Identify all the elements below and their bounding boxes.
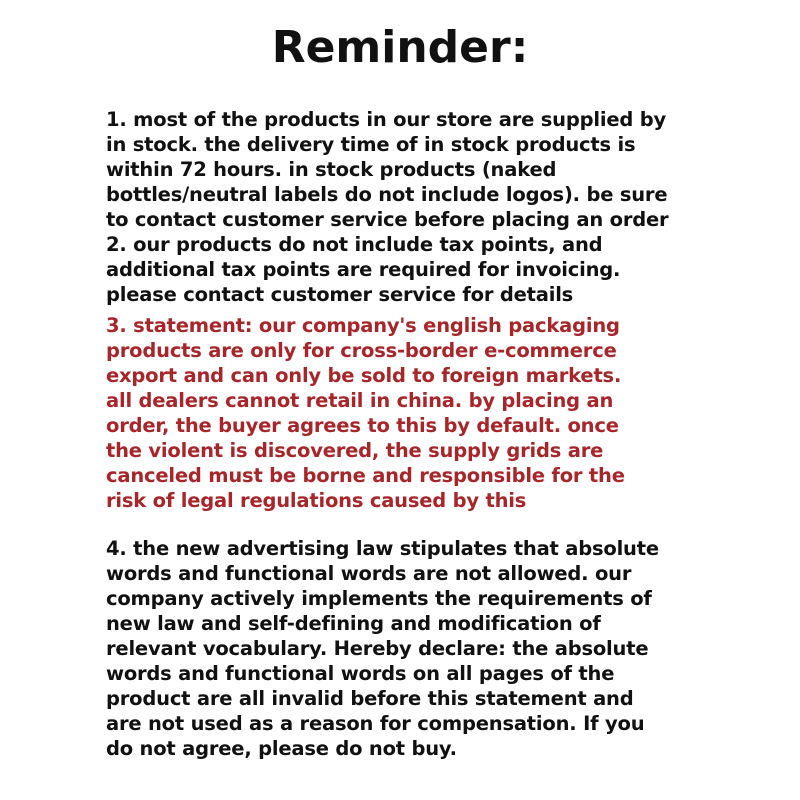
reminder-item-2: [106, 232, 706, 307]
reminder-item-1: [106, 107, 706, 232]
text-line: 4. the new advertising law stipulates that absolute: [106, 537, 659, 560]
text-line: new law and self-defining and modification of: [106, 612, 601, 635]
text-line: the violent is discovered, the supply grids are: [106, 439, 604, 462]
text-line: canceled must be borne and responsible for the: [106, 464, 625, 487]
text-line: do not agree, please do not buy.: [106, 737, 457, 760]
text-line: order, the buyer agrees to this by default. once: [106, 414, 619, 437]
text-line: are not used as a reason for compensation. If you: [106, 712, 645, 735]
text-line: to contact customer service before placing an order: [106, 208, 669, 231]
text-line: 1. most of the products in our store are supplied by: [106, 108, 666, 131]
text-line: all dealers cannot retail in china. by placing an: [106, 389, 614, 412]
text-line: within 72 hours. in stock products (naked: [106, 158, 557, 181]
page-title: Reminder:: [271, 22, 529, 73]
text-line: company actively implements the requirements of: [106, 587, 652, 610]
text-line: please contact customer service for details: [106, 283, 574, 306]
text-line: words and functional words are not allowed. our: [106, 562, 632, 585]
text-line: relevant vocabulary. Hereby declare: the absolute: [106, 637, 649, 660]
reminder-item-4: [106, 536, 706, 761]
text-line: product are all invalid before this statement and: [106, 687, 634, 710]
text-line: bottles/neutral labels do not include logos). be sure: [106, 183, 668, 206]
text-line: 3. statement: our company's english packaging: [106, 314, 620, 337]
text-line: in stock. the delivery time of in stock products is: [106, 133, 636, 156]
text-line: risk of legal regulations caused by this: [106, 489, 527, 512]
reminder-item-3-statement: [106, 313, 706, 513]
text-line: products are only for cross-border e-commerce: [106, 339, 617, 362]
text-line: export and can only be sold to foreign markets.: [106, 364, 622, 387]
text-line: words and functional words on all pages of the: [106, 662, 615, 685]
text-line: 2. our products do not include tax points, and: [106, 233, 603, 256]
text-line: additional tax points are required for invoicing.: [106, 258, 621, 281]
